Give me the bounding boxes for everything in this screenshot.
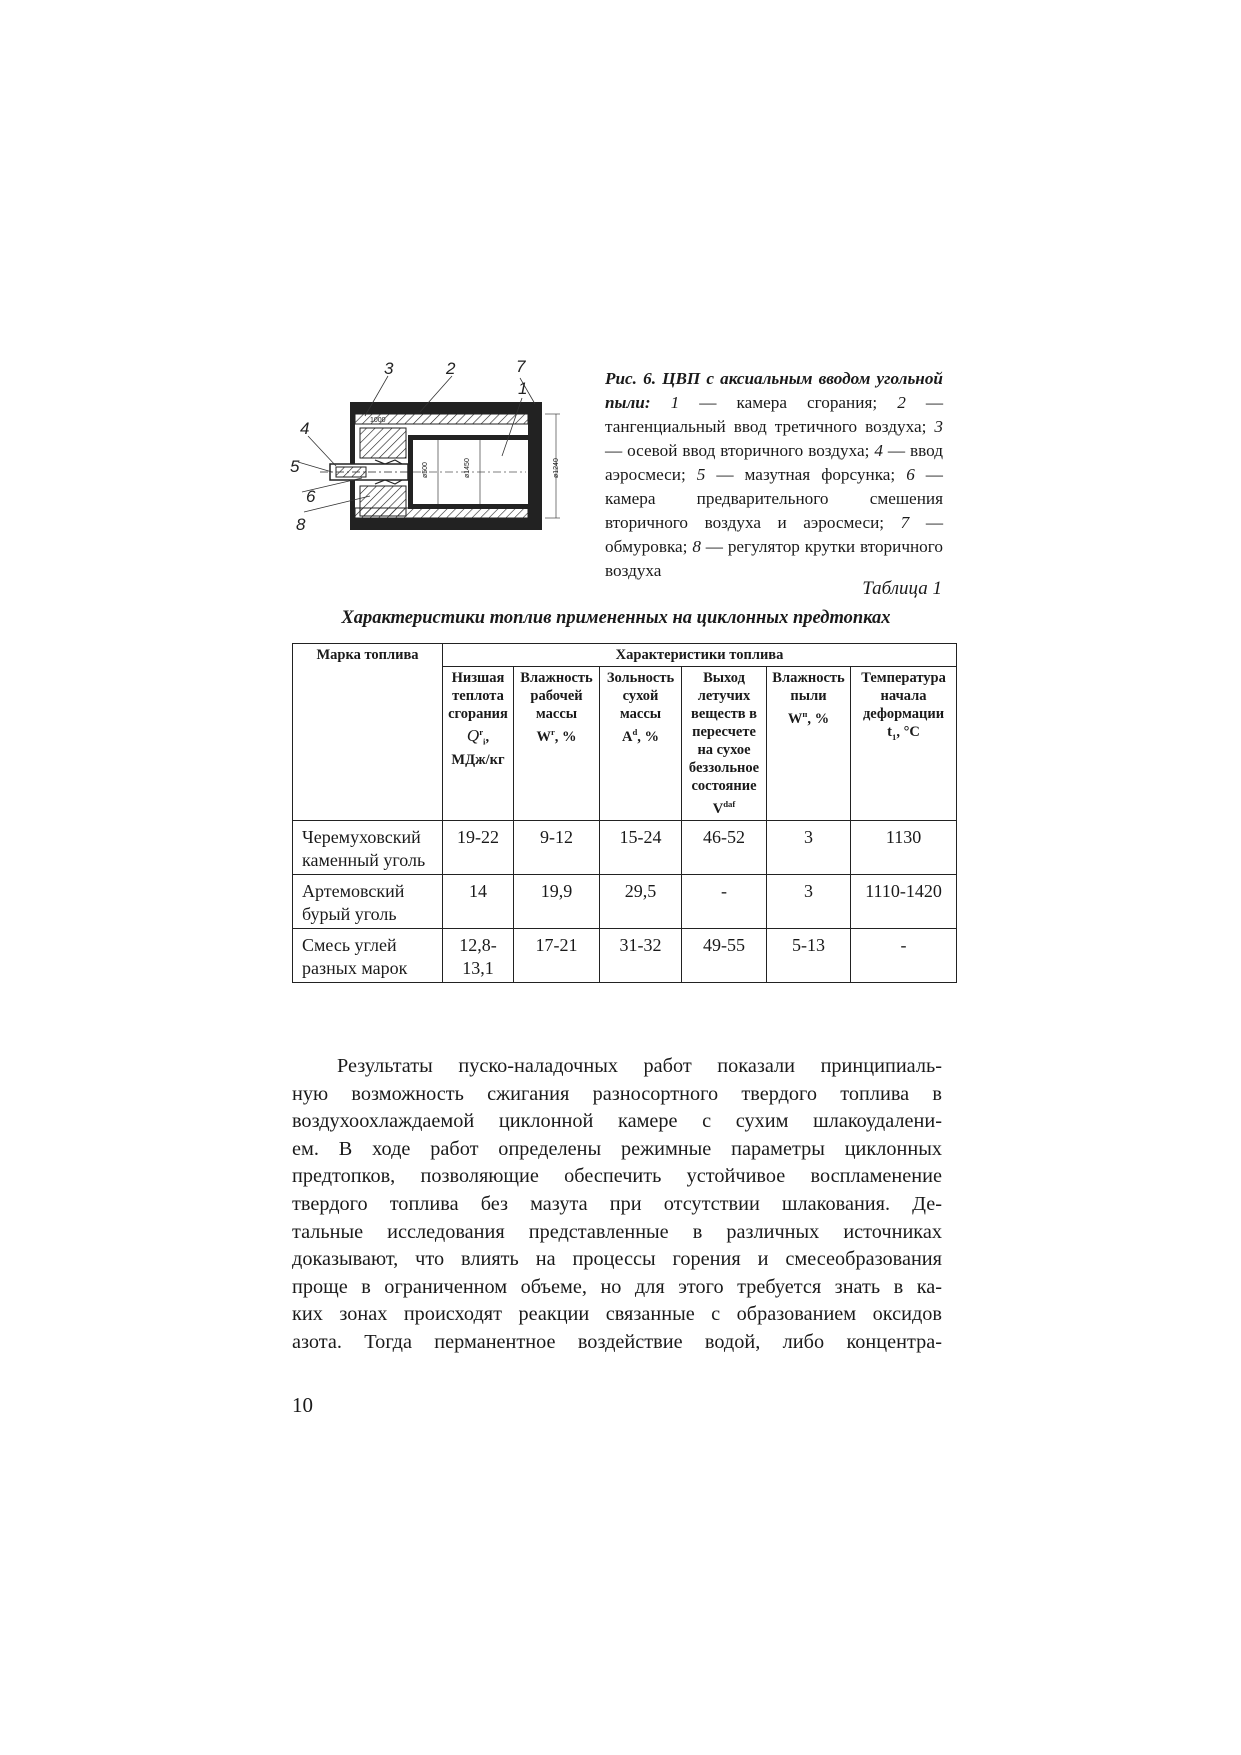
- symbol-unit: , %: [554, 728, 577, 745]
- table-cell: -: [682, 874, 767, 928]
- text-line-content: проще в ограниченном объеме, но для этого требуется знать в ка-: [292, 1275, 942, 1298]
- table-title: Характеристики топлив примененных на циклонных предтопках: [341, 608, 891, 628]
- symbol-sub: 1: [892, 731, 897, 742]
- header-fuel-brand: Марка топлива: [293, 644, 443, 821]
- table-cell: 29,5: [600, 874, 682, 928]
- fuel-name: Смесь углей разных марок: [293, 928, 443, 982]
- symbol-sup: r: [550, 727, 555, 737]
- caption-text: — тангенциальный ввод третичного воздуха;: [605, 393, 944, 436]
- symbol-unit: , %: [807, 710, 830, 727]
- table-cell: 31-32: [600, 928, 682, 982]
- header-characteristics: Характеристики топлива: [443, 644, 957, 667]
- callout-8: 8: [296, 515, 306, 534]
- callout-3: 3: [384, 360, 394, 378]
- column-header-text: Выход летучих веществ в пересчете на сухое беззольное состояние: [688, 670, 760, 794]
- text-line: [292, 1108, 942, 1136]
- burner-diagram: [290, 360, 595, 565]
- caption-body: [605, 393, 943, 580]
- burner-body: [320, 402, 560, 530]
- text-line: [292, 1301, 942, 1329]
- caption-text: — обмуровка;: [605, 513, 943, 556]
- text-line-content: тальные исследования представленные в различных источниках: [292, 1220, 942, 1243]
- table-cell: 49-55: [682, 928, 767, 982]
- text-line-content: доказывают, что влиять на процессы горения и смесеобразования: [292, 1248, 942, 1271]
- table-row: [293, 928, 957, 982]
- table-cell: 5-13: [767, 928, 851, 982]
- text-line-content: Результаты пуско-наладочных работ показали принципиаль-: [337, 1055, 942, 1077]
- table-cell: 46-52: [682, 820, 767, 874]
- column-symbol: [446, 723, 510, 769]
- table-cell: 14: [443, 874, 514, 928]
- callout-5: 5: [290, 457, 300, 476]
- table-body: [293, 820, 957, 982]
- caption-text: — осевой ввод вторичного воздуха;: [605, 441, 875, 460]
- symbol: t: [887, 724, 893, 740]
- text-line-content: ную возможность сжигания разносортного твердого топлива в: [292, 1082, 942, 1105]
- table-cell: 9-12: [514, 820, 600, 874]
- text-line-content: азота. Тогда перманентное воздействие водой, либо концентра-: [292, 1330, 942, 1353]
- symbol-sup: d: [632, 727, 638, 737]
- table-row: [293, 820, 957, 874]
- callout-6: 6: [306, 487, 316, 506]
- callout-7: 7: [516, 360, 526, 376]
- table-cell: 12,8-13,1: [443, 928, 514, 982]
- dimension-label: ø1240: [553, 458, 560, 478]
- table-row: [293, 874, 957, 928]
- caption-text: — мазутная форсунка;: [705, 465, 907, 484]
- symbol: V: [712, 800, 724, 817]
- text-line-content: твердого топлива без мазута при отсутствии шлакования. Де-: [292, 1192, 942, 1215]
- column-header-text: Влажность пыли: [772, 670, 845, 704]
- caption-number: 6: [906, 465, 915, 484]
- column-header-text: Зольность сухой массы: [606, 670, 675, 722]
- column-symbol: [770, 705, 847, 728]
- caption-number: 8: [692, 537, 701, 556]
- text-line: [292, 1329, 942, 1357]
- column-header: [514, 667, 600, 821]
- caption-text: — камера предварительного смешения вторичного воздуха и аэросмеси;: [605, 465, 943, 532]
- column-header: [443, 667, 514, 821]
- text-line: [292, 1136, 942, 1164]
- column-header-text: Температура начала деформации: [861, 670, 946, 722]
- text-line-content: предтопков, позволяющие обеспечить устойчивое воспламенение: [292, 1165, 942, 1188]
- text-line-content: воздухоохлаждаемой циклонной камере с сухим шлакоудалени-: [292, 1110, 942, 1133]
- text-line: [292, 1191, 942, 1219]
- column-header: [682, 667, 767, 821]
- symbol: W: [536, 728, 551, 745]
- column-header: [851, 667, 957, 821]
- column-header-text: Низшая теплота сгорания: [448, 670, 508, 722]
- page-number: 10: [292, 1393, 313, 1417]
- text-line-content: ем. В ходе работ определены режимные параметры циклонных: [292, 1137, 942, 1160]
- symbol-unit: , %: [637, 728, 660, 745]
- column-symbol: [603, 723, 678, 746]
- column-header-text: Влажность рабочей массы: [520, 670, 593, 722]
- column-symbol: [517, 723, 596, 746]
- caption-text: — ввод аэросмеси;: [605, 441, 943, 484]
- column-header: [767, 667, 851, 821]
- dimension-label: ø1450: [464, 458, 471, 478]
- symbol-sup: п: [802, 709, 808, 719]
- callout-4: 4: [300, 419, 310, 438]
- table-cell: -: [851, 928, 957, 982]
- symbol-unit: , МДж/кг: [451, 728, 505, 768]
- body-paragraph: [292, 1053, 942, 1357]
- table-cell: 19-22: [443, 820, 514, 874]
- fuel-characteristics-table: [292, 643, 957, 983]
- text-line: [292, 1246, 942, 1274]
- dimension-label: ø500: [422, 462, 429, 478]
- caption-number: 5: [696, 465, 706, 484]
- fuel-name: Артемовский бурый уголь: [293, 874, 443, 928]
- caption-number: 2: [897, 393, 906, 412]
- column-symbol: [685, 795, 763, 818]
- table-cell: 1110-1420: [851, 874, 957, 928]
- dimension-label: 1000: [370, 417, 386, 424]
- callout-1: 1: [518, 379, 528, 398]
- column-symbol: [854, 723, 953, 746]
- caption-heading: Рис. 6. ЦВП с аксиальным вводом угольной пыли:: [605, 369, 943, 412]
- table-cell: 3: [767, 820, 851, 874]
- table-cell: 19,9: [514, 874, 600, 928]
- symbol-sub: i: [483, 736, 486, 747]
- caption-text: — регулятор крутки вторичного воздуха: [605, 537, 943, 580]
- text-line: [292, 1274, 942, 1302]
- column-header: [600, 667, 682, 821]
- text-line: [292, 1081, 942, 1109]
- text-line: [292, 1163, 942, 1191]
- fuel-name: Черемуховский каменный уголь: [293, 820, 443, 874]
- symbol-sup: r: [479, 727, 484, 737]
- symbol: A: [621, 728, 633, 745]
- symbol: Q: [466, 725, 480, 745]
- table-cell: 17-21: [514, 928, 600, 982]
- symbol: W: [787, 710, 803, 727]
- text-line: [292, 1053, 942, 1081]
- figure-caption: [605, 367, 943, 583]
- table-label: Таблица 1: [862, 578, 942, 599]
- symbol-sup: daf: [723, 799, 736, 809]
- caption-number: 3: [934, 417, 943, 436]
- caption-number: 1: [670, 393, 680, 412]
- caption-number: 7: [900, 513, 910, 532]
- caption-number: 4: [874, 441, 883, 460]
- caption-text: — камера сгорания;: [679, 393, 898, 412]
- symbol-unit: , °С: [896, 724, 920, 740]
- callout-2: 2: [446, 360, 456, 378]
- text-line-content: ких зонах происходят реакции связанные с образованием оксидов: [292, 1303, 942, 1326]
- table-cell: 1130: [851, 820, 957, 874]
- table-cell: 15-24: [600, 820, 682, 874]
- table-cell: 3: [767, 874, 851, 928]
- text-line: [292, 1219, 942, 1247]
